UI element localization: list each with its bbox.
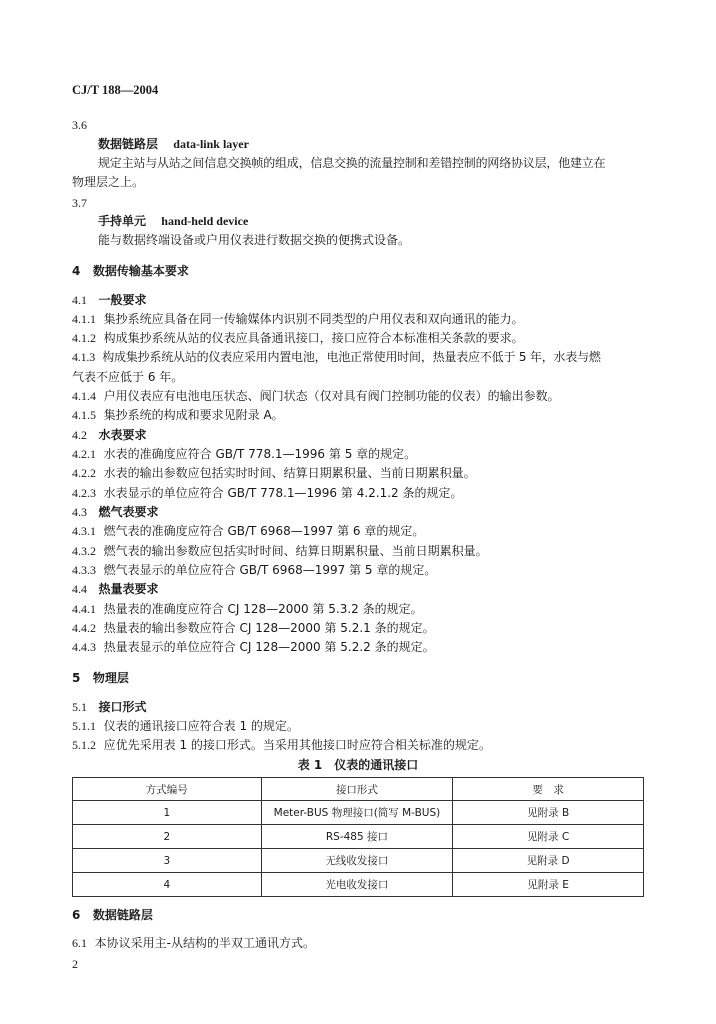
definition-text: 能与数据终端设备或户用仪表进行数据交换的便携式设备。 bbox=[98, 233, 411, 247]
table-cell: 见附录 D bbox=[453, 849, 644, 873]
clause: 4.3.1 燃气表的准确度应符合 GB/T 6968—1997 第 6 章的规定。 bbox=[72, 524, 425, 538]
table-caption: 表 1 仪表的通讯接口 bbox=[297, 758, 419, 772]
clause: 4.1.5 集抄系统的构成和要求见附录 A。 bbox=[72, 408, 284, 422]
table-cell: 无线收发接口 bbox=[261, 849, 453, 873]
table-cell: 见附录 E bbox=[453, 873, 644, 897]
clause: 4.4.3 热量表显示的单位应符合 CJ 128—2000 第 5.2.2 条的规定。 bbox=[72, 640, 435, 654]
interface-table bbox=[72, 777, 644, 897]
term-english: hand-held device bbox=[161, 214, 249, 228]
table-cell: 见附录 B bbox=[453, 801, 644, 825]
table-header-cell: 要 求 bbox=[453, 778, 644, 801]
clause: 5.1.1 仪表的通讯接口应符合表 1 的规定。 bbox=[72, 719, 299, 733]
subsection-heading: 4.3 燃气表要求 bbox=[72, 505, 159, 519]
definition-text: 规定主站与从站之间信息交换帧的组成，信息交换的流量控制和差错控制的网络协议层，他建立在 bbox=[98, 156, 606, 170]
table-cell: 4 bbox=[73, 873, 262, 897]
clause: 5.1.2 应优先采用表 1 的接口形式。当采用其他接口时应符合相关标准的规定。 bbox=[72, 738, 491, 752]
standard-code: CJ/T 188—2004 bbox=[72, 83, 159, 97]
definition-text: 物理层之上。 bbox=[72, 175, 145, 189]
clause: 4.4.1 热量表的准确度应符合 CJ 128—2000 第 5.3.2 条的规定。 bbox=[72, 602, 423, 616]
table-row bbox=[73, 849, 644, 873]
table-row bbox=[73, 873, 644, 897]
table-cell: 见附录 C bbox=[453, 825, 644, 849]
clause: 4.1.2 构成集抄系统从站的仪表应具备通讯接口，接口应符合本标准相关条款的要求。 bbox=[72, 331, 524, 345]
clause: 4.3.3 燃气表显示的单位应符合 GB/T 6968—1997 第 5 章的规定。 bbox=[72, 563, 437, 577]
clause: 4.1.3 构成集抄系统从站的仪表应采用内置电池，电池正常使用时间，热量表应不低于 5 年，水表与燃 bbox=[72, 350, 601, 364]
page-number: 2 bbox=[72, 957, 78, 971]
table-header-cell: 方式编号 bbox=[73, 778, 262, 801]
table-cell: 2 bbox=[73, 825, 262, 849]
subsection-heading: 4.1 一般要求 bbox=[72, 293, 147, 307]
clause: 4.4.2 热量表的输出参数应符合 CJ 128—2000 第 5.2.1 条的规定。 bbox=[72, 621, 435, 635]
clause: 4.1.1 集抄系统应具备在同一传输媒体内识别不同类型的户用仪表和双向通讯的能力。 bbox=[72, 312, 524, 326]
table-header-row bbox=[73, 778, 644, 801]
clause: 6.1 本协议采用主-从结构的半双工通讯方式。 bbox=[72, 936, 315, 950]
table-cell: Meter-BUS 物理接口(简写 M-BUS) bbox=[261, 801, 453, 825]
clause-number: 3.7 bbox=[72, 196, 87, 210]
subsection-heading: 4.2 水表要求 bbox=[72, 428, 147, 442]
table-cell: RS-485 接口 bbox=[261, 825, 453, 849]
clause: 4.3.2 燃气表的输出参数应包括实时时间、结算日期累积量、当前日期累积量。 bbox=[72, 544, 488, 558]
term-chinese: 数据链路层 bbox=[98, 137, 159, 151]
table-cell: 1 bbox=[73, 801, 262, 825]
clause: 4.2.1 水表的准确度应符合 GB/T 778.1—1996 第 5 章的规定。 bbox=[72, 447, 417, 461]
clause: 4.2.3 水表显示的单位应符合 GB/T 778.1—1996 第 4.2.1.2 条的规定。 bbox=[72, 486, 463, 500]
table-cell: 光电收发接口 bbox=[261, 873, 453, 897]
subsection-heading: 4.4 热量表要求 bbox=[72, 582, 159, 596]
term-heading bbox=[98, 136, 249, 152]
term-chinese: 手持单元 bbox=[98, 214, 147, 228]
section-heading: 5 物理层 bbox=[72, 671, 129, 685]
table-row bbox=[73, 801, 644, 825]
section-heading: 6 数据链路层 bbox=[72, 908, 153, 922]
clause: 4.2.2 水表的输出参数应包括实时时间、结算日期累积量、当前日期累积量。 bbox=[72, 466, 476, 480]
clause-continuation: 气表不应低于 6 年。 bbox=[72, 370, 184, 384]
subsection-heading: 5.1 接口形式 bbox=[72, 700, 147, 714]
clause: 4.1.4 户用仪表应有电池电压状态、阀门状态（仅对具有阀门控制功能的仪表）的输出参数。 bbox=[72, 389, 560, 403]
clause-number: 3.6 bbox=[72, 118, 87, 132]
term-heading bbox=[98, 213, 248, 229]
table-header-cell: 接口形式 bbox=[261, 778, 453, 801]
table-row bbox=[73, 825, 644, 849]
term-english: data-link layer bbox=[173, 137, 249, 151]
section-heading: 4 数据传输基本要求 bbox=[72, 264, 189, 278]
table-cell: 3 bbox=[73, 849, 262, 873]
